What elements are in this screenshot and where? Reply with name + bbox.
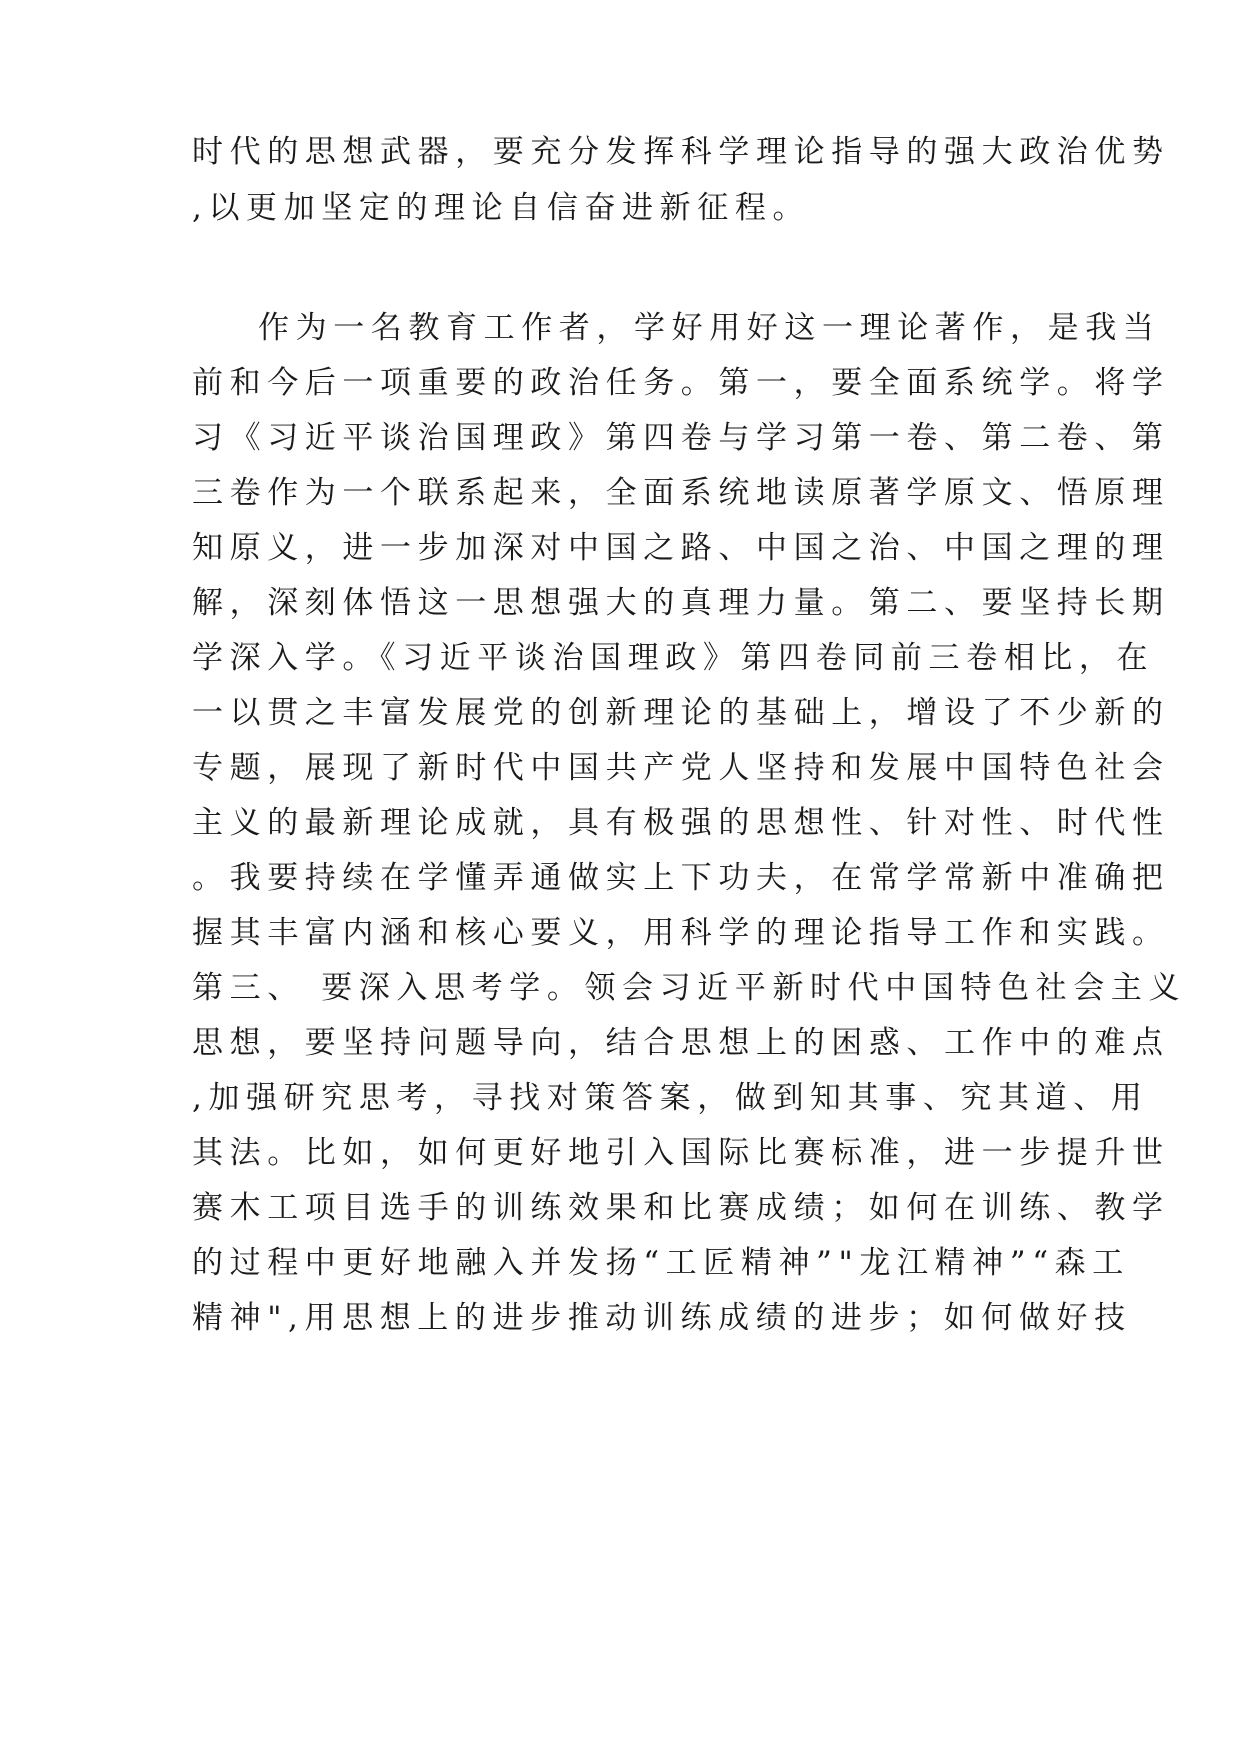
text-line: 主义的最新理论成就，具有极强的思想性、针对性、时代性 <box>192 805 1170 841</box>
text-line: ,以更加坚定的理论自信奋进新征程。 <box>192 190 811 226</box>
text-line: 握其丰富内涵和核心要义，用科学的理论指导工作和实践。 <box>192 915 1170 951</box>
text-line: 解，深刻体悟这一思想强大的真理力量。第二、要坚持长期 <box>192 585 1170 621</box>
text-line: 习《习近平谈治国理政》第四卷与学习第一卷、第二卷、第 <box>192 420 1170 456</box>
text-line: 前和今后一项重要的政治任务。第一，要全面系统学。将学 <box>192 365 1170 401</box>
text-line: 学深入学。《习近平谈治国理政》第四卷同前三卷相比，在 <box>192 640 1155 676</box>
text-line: 专题，展现了新时代中国共产党人坚持和发展中国特色社会 <box>192 750 1170 786</box>
text-line: ,加强研究思考，寻找对策答案，做到知其事、究其道、用 <box>192 1080 1149 1116</box>
text-line: 其法。比如，如何更好地引入国际比赛标准，进一步提升世 <box>192 1135 1170 1171</box>
text-line: 赛木工项目选手的训练效果和比赛成绩；如何在训练、教学 <box>192 1190 1170 1226</box>
text-line: 三卷作为一个联系起来，全面系统地读原著学原文、悟原理 <box>192 475 1170 511</box>
text-line: 第三、 要深入思考学。领会习近平新时代中国特色社会主义 <box>192 970 1187 1006</box>
text-line: 时代的思想武器，要充分发挥科学理论指导的强大政治优势 <box>192 134 1170 170</box>
text-line: 知原义，进一步加深对中国之路、中国之治、中国之理的理 <box>192 530 1170 566</box>
text-line: 一以贯之丰富发展党的创新理论的基础上，增设了不少新的 <box>192 695 1170 731</box>
text-line: 的过程中更好地融入并发扬“工匠精神”"龙江精神”“森工 <box>192 1245 1130 1281</box>
text-line: 思想，要坚持问题导向，结合思想上的困惑、工作中的难点 <box>192 1025 1170 1061</box>
text-line: 。我要持续在学懂弄通做实上下功夫，在常学常新中准确把 <box>192 860 1170 896</box>
text-line: 作为一名教育工作者，学好用好这一理论著作，是我当 <box>258 310 1161 346</box>
text-line: 精神",用思想上的进步推动训练成绩的进步；如何做好技 <box>192 1300 1132 1336</box>
